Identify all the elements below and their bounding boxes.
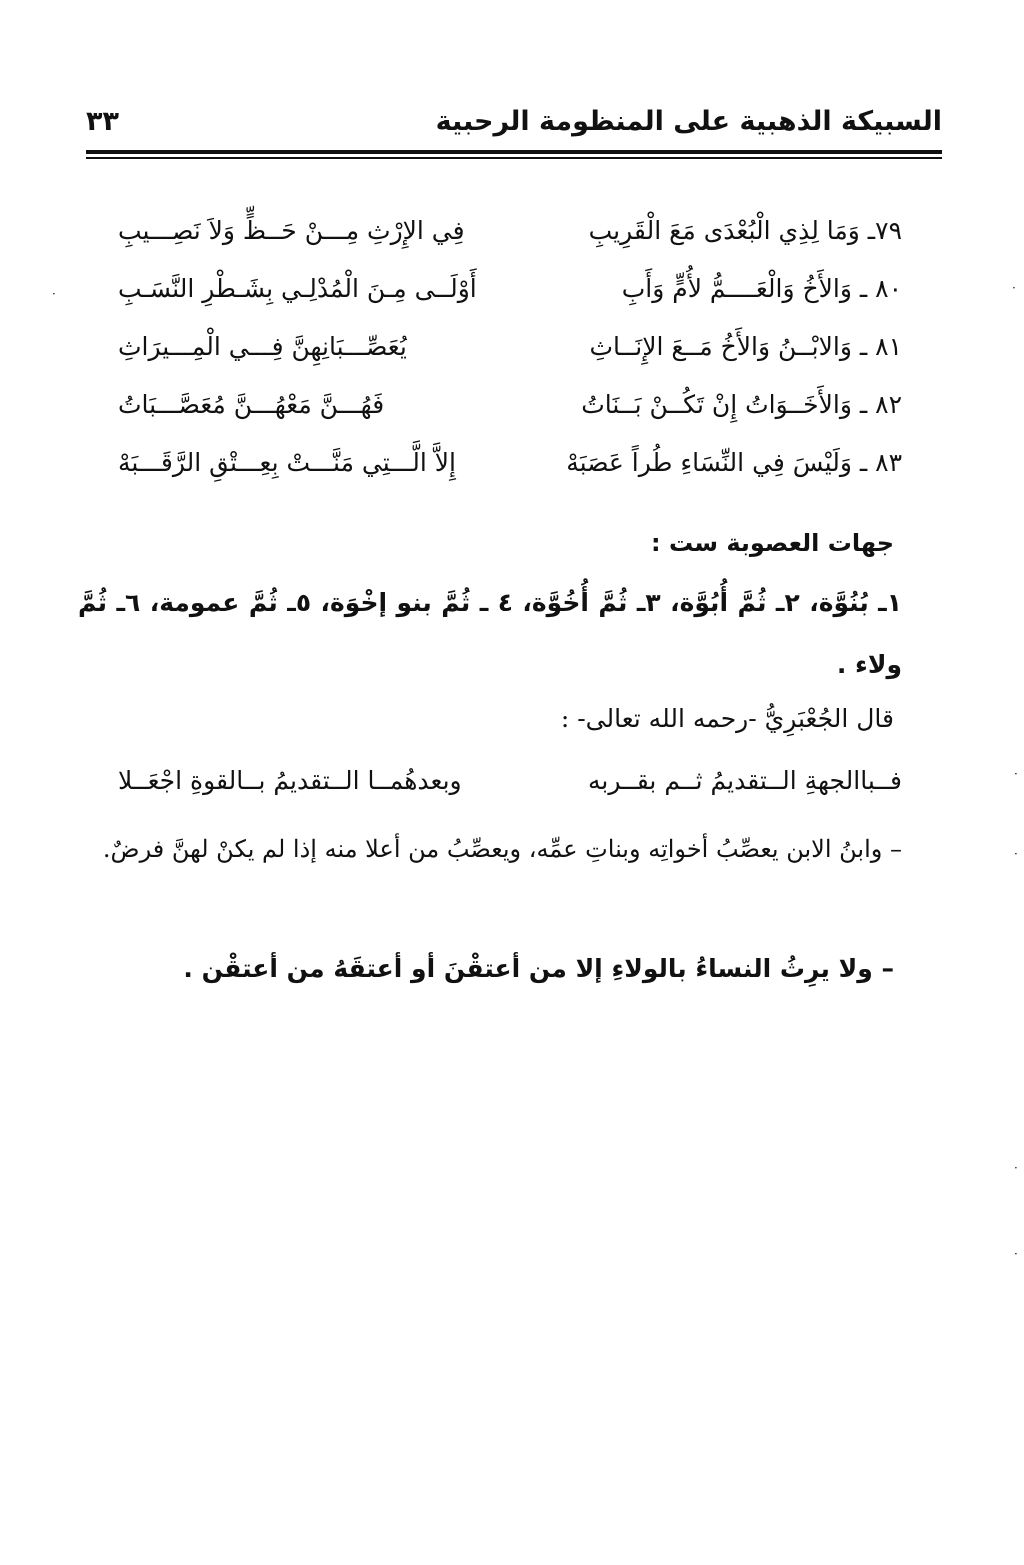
verse-second-hemistich: يُعَصِّـــبَانِهِنَّ فِـــي الْمِـــيرَاثِ	[118, 332, 407, 361]
verse-80	[118, 264, 902, 322]
scan-speck: ·	[1012, 281, 1016, 295]
directions-list-paragraph: ١ـ بُنُوَّة، ٢ـ ثُمَّ أُبُوَّة، ٣ـ ثُمَّ أُخُوَّة، ٤ ـ ثُمَّ بنو إخْوَة، ٥ـ ثُمَّ عمومة، ٦ـ ثُمَّ ولاء .	[78, 588, 902, 679]
verse-second-hemistich: أَوْلَــى مِـنَ الْمُدْلِـي بِشَـطْرِ النَّسَـبِ	[118, 274, 477, 303]
verse-83	[118, 438, 902, 496]
verse-first-hemistich: ٨١ ـ وَالابْــنُ وَالأَخُ مَــعَ الإِنَــاثِ	[589, 332, 902, 361]
book-title: السبيكة الذهبية على المنظومة الرحبية	[435, 106, 942, 137]
verse-second-hemistich: فَهُـــنَّ مَعْهُـــنَّ مُعَصَّـــبَاتُ	[118, 390, 385, 419]
scan-speck: ·	[1014, 767, 1018, 781]
section-heading: جهات العصوبة ست :	[651, 529, 894, 557]
poem-verses	[118, 206, 902, 496]
verse-82	[118, 380, 902, 438]
running-header	[86, 102, 942, 146]
quote-intro: قال الجُعْبَرِيُّ -رحمه الله تعالى- :	[560, 704, 894, 733]
verse-first-hemistich: ٧٩ـ وَمَا لِذِي الْبُعْدَى مَعَ الْقَرِيبِ	[588, 216, 902, 245]
verse-first-hemistich: ٨٠ ـ وَالأَخُ وَالْعَــــمُّ لأُمٍّ وَأَبِ	[621, 274, 902, 303]
scan-speck: ·	[52, 287, 56, 301]
scan-speck: ·	[1014, 1247, 1018, 1261]
header-rule-thick	[86, 150, 942, 154]
rule-paragraph-wala: – ولا يرِثُ النساءُ بالولاءِ إلا من أعتقْنَ أو أعتقَهُ من أعتقْن .	[183, 954, 894, 983]
header-rule-thin	[86, 157, 942, 159]
cited-verse-first-hemistich: فــباالجهةِ الــتقديمُ ثــم بقــربه	[587, 766, 902, 795]
verse-81	[118, 322, 902, 380]
scan-speck: ·	[1014, 1161, 1018, 1175]
verse-first-hemistich: ٨٢ ـ وَالأَخَــوَاتُ إِنْ تَكُــنْ بَــنَاتُ	[581, 390, 902, 419]
scan-speck: ·	[1014, 847, 1018, 861]
verse-79	[118, 206, 902, 264]
rule-paragraph-grandson: – وابنُ الابن يعصِّبُ أخواتِه وبناتِ عمِّه، ويعصِّبُ من أعلا منه إذا لم يكنْ لهنَّ فرضٌ.	[102, 835, 902, 863]
verse-second-hemistich: إِلاَّ الَّـــتِي مَنَّـــتْ بِعِـــتْقِ الرَّقَـــبَهْ	[118, 448, 456, 477]
page-number: ٣٣	[86, 106, 119, 137]
verse-first-hemistich: ٨٣ ـ وَلَيْسَ فِي النِّسَاءِ طُراً عَصَبَهْ	[566, 448, 902, 477]
cited-verse-second-hemistich: وبعدهُمــا الــتقديمُ بــالقوةِ اجْعَــلا	[118, 766, 462, 795]
verse-second-hemistich: فِي الإِرْثِ مِـــنْ حَــظٍّ وَلاَ نَصِـــيبِ	[118, 216, 465, 245]
cited-verse	[118, 756, 902, 812]
